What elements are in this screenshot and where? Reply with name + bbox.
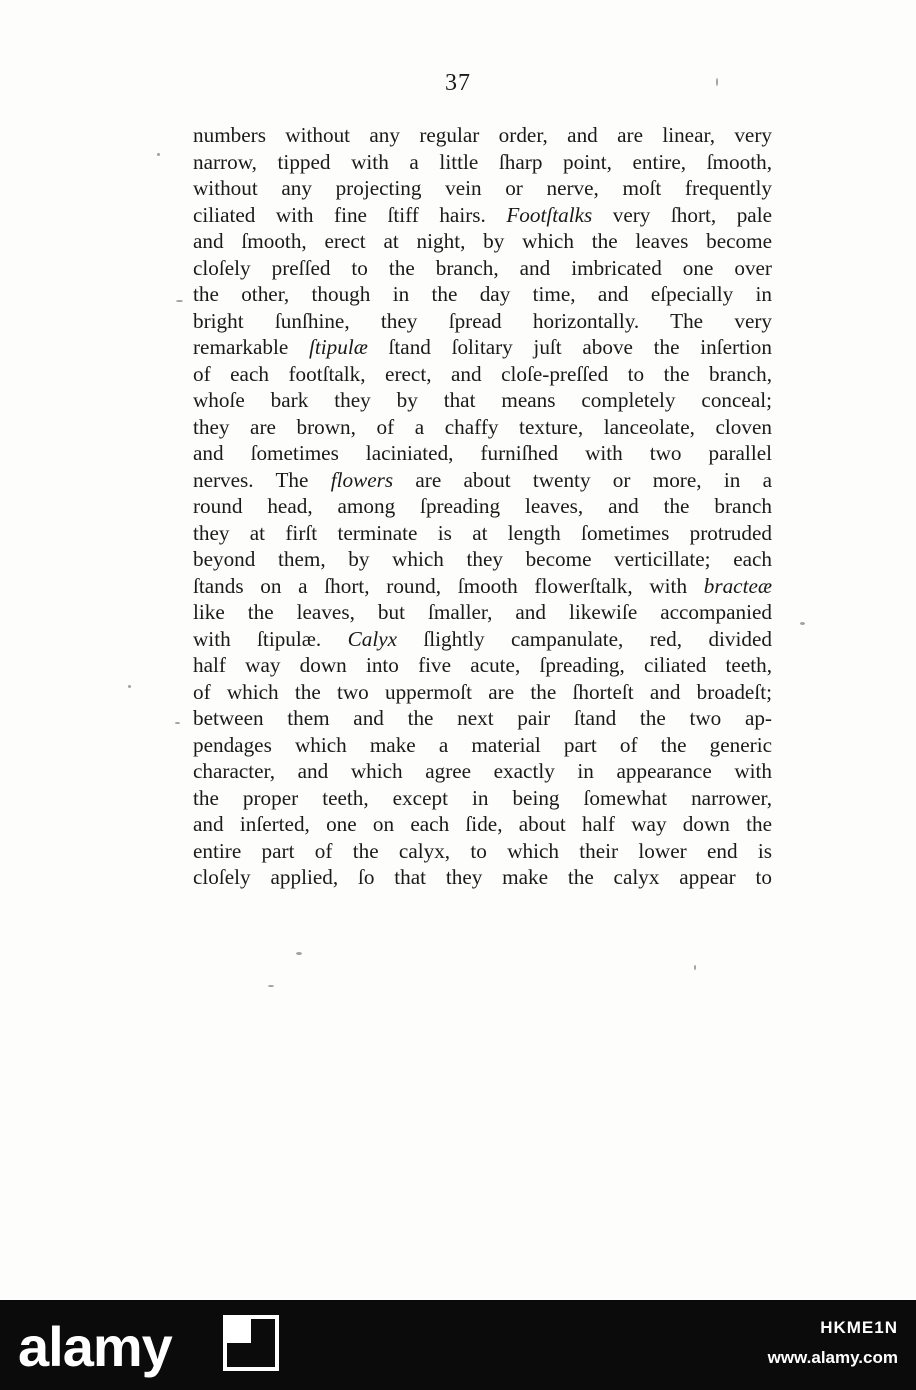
scan-speck <box>694 965 696 970</box>
site-url: www.alamy.com <box>767 1348 898 1367</box>
image-id: HKME1N <box>820 1318 898 1337</box>
scan-speck <box>175 722 180 724</box>
text-line: nerves. The flowers are about twenty or more, in a <box>193 467 772 492</box>
text-line: narrow, tipped with a little ſharp point, entire, ſmooth, <box>193 149 772 174</box>
text-line: ſtands on a ſhort, round, ſmooth flowerſtalk, with bracteæ <box>193 573 772 598</box>
text-line: remarkable ſtipulæ ſtand ſolitary juſt above the inſertion <box>193 335 772 359</box>
text-line: ciliated with fine ſtiff hairs. Footſtalks very ſhort, pale <box>193 202 772 227</box>
text-line: like the leaves, but ſmaller, and likewiſe accompanied <box>193 600 772 624</box>
text-line: character, and which agree exactly in appearance with <box>193 759 772 783</box>
scan-speck <box>716 78 718 86</box>
text-line: they are brown, of a chaffy texture, lanceolate, cloven <box>193 414 772 439</box>
text-line: pendages which make a material part of the generic <box>193 732 772 757</box>
text-line: entire part of the calyx, to which their lower end is <box>193 838 772 863</box>
text-line: of each footſtalk, erect, and cloſe-preſſed to the branch, <box>193 361 772 386</box>
scan-speck <box>296 952 302 955</box>
text-line: beyond them, by which they become verticillate; each <box>193 547 772 571</box>
scan-speck <box>157 153 160 156</box>
text-line: round head, among ſpreading leaves, and the branch <box>193 494 772 518</box>
watermark-footer <box>0 1300 916 1390</box>
body-text <box>193 122 772 891</box>
scan-speck <box>128 685 131 688</box>
text-line: and ſometimes laciniated, furniſhed with two parallel <box>193 441 772 465</box>
scan-speck <box>800 622 805 625</box>
text-line: of which the two uppermoſt are the ſhorteſt and broadeſt; <box>193 679 772 704</box>
text-line: with ſtipulæ. Calyx ſlightly campanulate, red, divided <box>193 626 772 651</box>
text-line: without any projecting vein or nerve, moſt frequently <box>193 176 772 200</box>
text-line: cloſely applied, ſo that they make the calyx appear to <box>193 865 772 889</box>
scan-speck <box>268 985 274 987</box>
alamy-logo-mark-icon <box>222 1314 280 1372</box>
text-line: whoſe bark they by that means completely conceal; <box>193 388 772 412</box>
alamy-logo: alamy <box>18 1315 172 1378</box>
text-line: the proper teeth, except in being ſomewhat narrower, <box>193 785 772 810</box>
text-line: and ſmooth, erect at night, by which the leaves become <box>193 229 772 253</box>
text-line: and inſerted, one on each ſide, about half way down the <box>193 812 772 836</box>
text-line: half way down into five acute, ſpreading, ciliated teeth, <box>193 653 772 677</box>
text-line: they at firſt terminate is at length ſometimes protruded <box>193 520 772 545</box>
scan-speck <box>176 300 183 302</box>
text-line: between them and the next pair ſtand the two ap- <box>193 706 772 730</box>
text-line: bright ſunſhine, they ſpread horizontally. The very <box>193 308 772 333</box>
page-number: 37 <box>445 70 471 96</box>
text-line: cloſely preſſed to the branch, and imbricated one over <box>193 255 772 280</box>
text-line: the other, though in the day time, and eſpecially in <box>193 282 772 306</box>
text-line: numbers without any regular order, and are linear, very <box>193 123 772 147</box>
